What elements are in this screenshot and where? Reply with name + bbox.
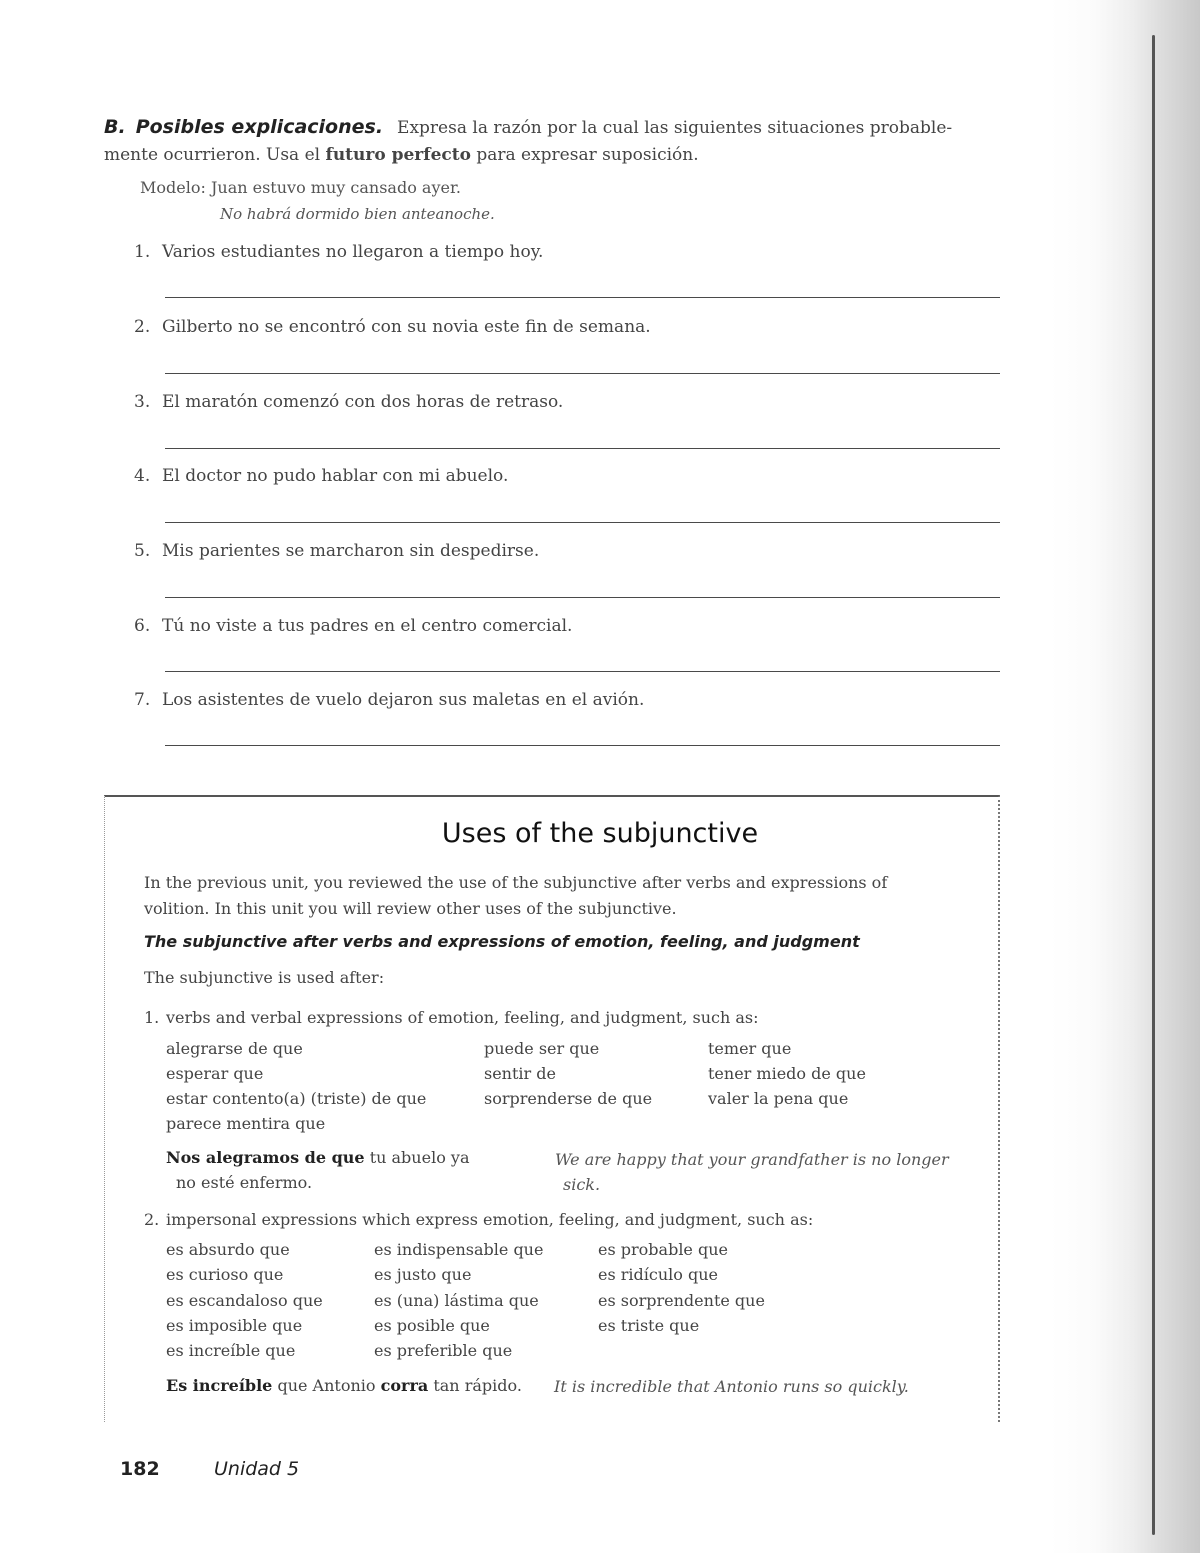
answer-line[interactable] bbox=[165, 522, 1000, 523]
expression-item: es posible que bbox=[374, 1316, 490, 1335]
expression-item: es ridículo que bbox=[598, 1265, 719, 1284]
expression-item: valer la pena que bbox=[708, 1089, 849, 1108]
unit-label: Unidad 5 bbox=[214, 1458, 300, 1480]
box-title: Uses of the subjunctive bbox=[441, 818, 759, 849]
point-2: 2. impersonal expressions which express emotion, feeling, and judgment, such as: bbox=[144, 1210, 814, 1229]
exercise-title: Posibles explicaciones. bbox=[135, 116, 384, 138]
model-answer: No habrá dormido bien anteanoche. bbox=[220, 205, 495, 223]
answer-line[interactable] bbox=[165, 671, 1000, 672]
page-number: 182 bbox=[120, 1458, 160, 1480]
expression-item: es triste que bbox=[598, 1316, 700, 1335]
expression-item: es curioso que bbox=[166, 1265, 284, 1284]
exercise-letter: B. bbox=[104, 116, 126, 138]
expression-item: es preferible que bbox=[374, 1341, 513, 1360]
example-spanish-2: Es increíble que Antonio corra tan rápido. bbox=[166, 1376, 522, 1395]
model-label: Modelo: bbox=[140, 178, 206, 197]
expression-item: sorprenderse de que bbox=[484, 1089, 653, 1108]
exercise-header bbox=[104, 114, 984, 169]
exercise-item: 1. Varios estudiantes no llegaron a tiempo hoy. bbox=[134, 242, 544, 262]
expression-item: esperar que bbox=[166, 1064, 264, 1083]
used-after-text: The subjunctive is used after: bbox=[144, 968, 385, 987]
answer-line[interactable] bbox=[165, 373, 1000, 374]
expression-item: parece mentira que bbox=[166, 1114, 326, 1133]
exercise-item: 7. Los asistentes de vuelo dejaron sus maletas en el avión. bbox=[134, 690, 645, 710]
binding-edge bbox=[1152, 35, 1155, 1535]
instructions-bold: futuro perfecto bbox=[325, 145, 471, 165]
expression-item: es (una) lástima que bbox=[374, 1291, 539, 1310]
expression-item: sentir de bbox=[484, 1064, 556, 1083]
expression-item: tener miedo de que bbox=[708, 1064, 866, 1083]
exercise-item: 6. Tú no viste a tus padres en el centro comercial. bbox=[134, 616, 573, 636]
expression-item: es probable que bbox=[598, 1240, 728, 1259]
instructions-after: para expresar suposición. bbox=[470, 145, 699, 165]
expression-item: es imposible que bbox=[166, 1316, 303, 1335]
instructions-before: Expresa la razón por la cual las siguientes situaciones probable- mente ocurrieron. Usa el bbox=[104, 118, 953, 165]
answer-line[interactable] bbox=[165, 597, 1000, 598]
exercise-item: 2. Gilberto no se encontró con su novia este fin de semana. bbox=[134, 317, 651, 337]
expression-item: es justo que bbox=[374, 1265, 472, 1284]
expression-item: estar contento(a) (triste) de que bbox=[166, 1089, 427, 1108]
expression-item: es absurdo que bbox=[166, 1240, 290, 1259]
answer-line[interactable] bbox=[165, 448, 1000, 449]
example-english-2: It is incredible that Antonio runs so quickly. bbox=[554, 1377, 909, 1396]
model-line bbox=[140, 178, 461, 197]
expression-item: es sorprendente que bbox=[598, 1291, 765, 1310]
expression-item: puede ser que bbox=[484, 1039, 600, 1058]
exercise-item: 3. El maratón comenzó con dos horas de retraso. bbox=[134, 392, 564, 412]
answer-line[interactable] bbox=[165, 297, 1000, 298]
example-spanish-1: Nos alegramos de que tu abuelo ya no esté enfermo. bbox=[166, 1148, 470, 1192]
expression-item: alegrarse de que bbox=[166, 1039, 303, 1058]
point-1: 1. verbs and verbal expressions of emotion, feeling, and judgment, such as: bbox=[144, 1008, 759, 1027]
expression-item: es escandaloso que bbox=[166, 1291, 323, 1310]
box-subheading: The subjunctive after verbs and expressions of emotion, feeling, and judgment bbox=[144, 932, 860, 951]
expression-item: es indispensable que bbox=[374, 1240, 544, 1259]
answer-line[interactable] bbox=[165, 745, 1000, 746]
model-sentence: Juan estuvo muy cansado ayer. bbox=[210, 178, 461, 197]
exercise-item: 4. El doctor no pudo hablar con mi abuelo. bbox=[134, 466, 509, 486]
expression-item: es increíble que bbox=[166, 1341, 296, 1360]
box-intro: In the previous unit, you reviewed the use of the subjunctive after verbs and expressions of volition. In this unit you will review other uses of the subjunctive. bbox=[144, 873, 888, 918]
expression-item: temer que bbox=[708, 1039, 792, 1058]
page-gutter-shadow bbox=[1050, 0, 1200, 1553]
example-english-1: We are happy that your grandfather is no longer sick. bbox=[555, 1150, 949, 1194]
exercise-item: 5. Mis parientes se marcharon sin despedirse. bbox=[134, 541, 540, 561]
